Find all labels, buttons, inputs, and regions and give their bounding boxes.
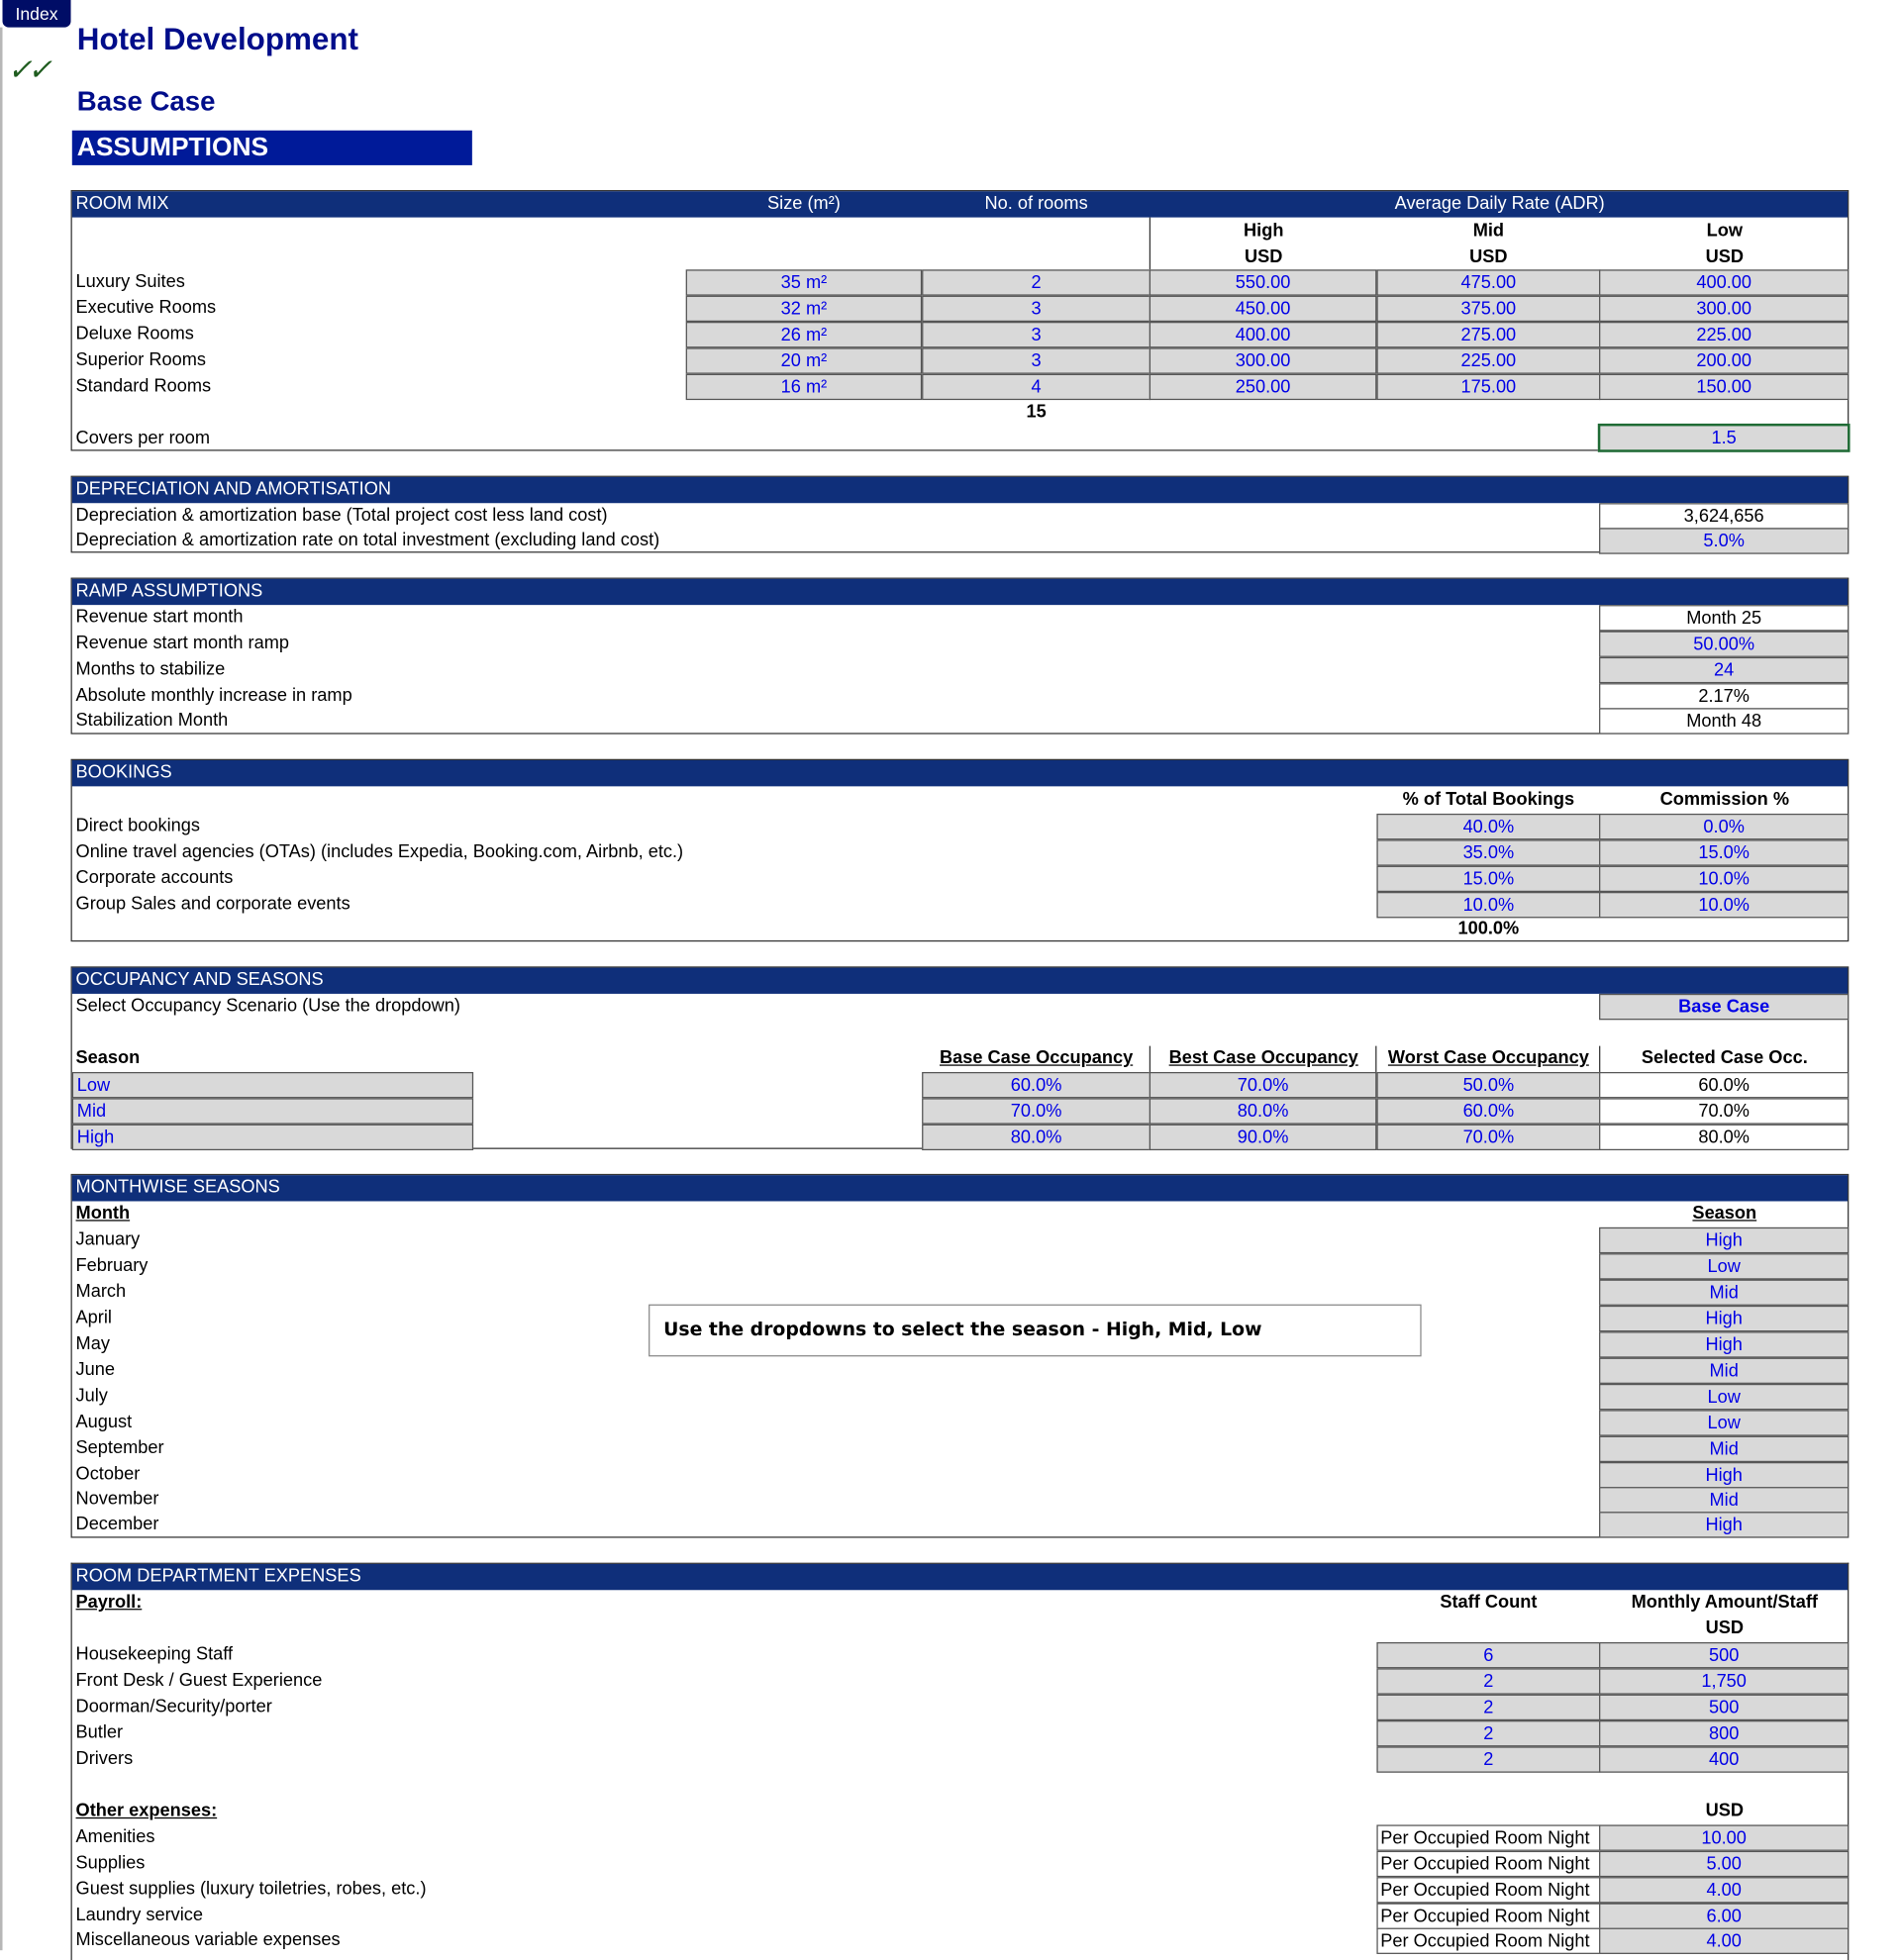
case-subtitle: Base Case	[76, 85, 216, 117]
season-header: Season	[75, 1048, 141, 1069]
booking-commission-input[interactable]: 10.0%	[1599, 892, 1849, 918]
selected-occupancy-value: 60.0%	[1599, 1072, 1849, 1098]
ramp-value: Month 48	[1599, 708, 1849, 734]
section-header: ROOM DEPARTMENT EXPENSES	[72, 1564, 1848, 1590]
month-season-dropdown[interactable]: Low	[1599, 1410, 1849, 1435]
room-count-input[interactable]: 3	[922, 322, 1151, 347]
adr-low-input[interactable]: 150.00	[1599, 374, 1849, 400]
booking-commission-input[interactable]: 10.0%	[1599, 866, 1849, 892]
booking-channel-label: Corporate accounts	[75, 868, 234, 889]
staff-count-input[interactable]: 2	[1376, 1695, 1600, 1720]
month-label: June	[75, 1360, 116, 1381]
room-size-input[interactable]: 32 m²	[686, 296, 922, 322]
section-header: OCCUPANCY AND SEASONS	[72, 968, 1848, 994]
expense-label: Supplies	[75, 1853, 146, 1874]
page-title: Hotel Development	[76, 22, 358, 57]
staff-role-label: Drivers	[75, 1748, 134, 1769]
season-header: Season	[1692, 1203, 1757, 1225]
ramp-section	[71, 578, 1850, 735]
ramp-label: Absolute monthly increase in ramp	[75, 685, 352, 706]
checkmark-icon: ✓✓	[7, 52, 48, 87]
adr-mid-unit: USD	[1469, 246, 1508, 267]
expense-basis: Per Occupied Room Night	[1376, 1851, 1600, 1877]
room-type-label: Luxury Suites	[75, 271, 185, 292]
month-label: April	[75, 1308, 112, 1328]
assumptions-banner: ASSUMPTIONS	[72, 131, 472, 165]
index-button[interactable]: Index	[3, 0, 71, 28]
month-label: October	[75, 1464, 141, 1485]
month-label: February	[75, 1255, 149, 1276]
bookings-section	[71, 759, 1850, 941]
col-header-rooms: No. of rooms	[984, 193, 1088, 214]
staff-role-label: Butler	[75, 1722, 124, 1743]
room-size-input[interactable]: 20 m²	[686, 347, 922, 373]
col-header-usd: USD	[1705, 1618, 1745, 1639]
col-divider	[1150, 1046, 1151, 1072]
expense-label: Miscellaneous variable expenses	[75, 1930, 341, 1951]
month-season-dropdown[interactable]: Mid	[1599, 1358, 1849, 1384]
worst-occupancy-input[interactable]: 50.0%	[1376, 1072, 1600, 1098]
adr-high-label: High	[1244, 221, 1284, 242]
staff-count-input[interactable]: 2	[1376, 1720, 1600, 1746]
col-header-commission: Commission %	[1659, 790, 1790, 811]
staff-role-label: Housekeeping Staff	[75, 1644, 234, 1665]
section-header: DEPRECIATION AND AMORTISATION	[72, 477, 1848, 503]
room-size-input[interactable]: 35 m²	[686, 269, 922, 295]
room-expenses-section	[71, 1563, 1850, 1960]
occupancy-section	[71, 966, 1850, 1148]
adr-mid-input[interactable]: 275.00	[1376, 322, 1600, 347]
col-header-worst: Worst Case Occupancy	[1387, 1048, 1589, 1069]
adr-low-input[interactable]: 400.00	[1599, 269, 1849, 295]
booking-channel-label: Group Sales and corporate events	[75, 894, 350, 915]
season-mid-label: Mid	[72, 1098, 473, 1124]
col-divider	[1599, 1046, 1600, 1072]
dep-rate-label: Depreciation & amortization rate on total investment (excluding land cost)	[75, 530, 660, 550]
month-season-dropdown[interactable]: Mid	[1599, 1280, 1849, 1306]
adr-high-unit: USD	[1245, 246, 1283, 267]
dep-base-label: Depreciation & amortization base (Total project cost less land cost)	[75, 505, 608, 526]
col-divider	[1375, 1046, 1376, 1072]
staff-amount-input[interactable]: 800	[1599, 1720, 1849, 1746]
expense-value-input[interactable]: 5.00	[1599, 1851, 1849, 1877]
month-label: August	[75, 1412, 133, 1432]
staff-amount-input[interactable]: 500	[1599, 1642, 1849, 1668]
month-season-dropdown[interactable]: High	[1599, 1512, 1849, 1537]
month-label: November	[75, 1489, 159, 1510]
expense-label: Guest supplies (luxury toiletries, robes, etc.)	[75, 1879, 427, 1900]
booking-commission-input[interactable]: 15.0%	[1599, 839, 1849, 865]
expense-value-input[interactable]: 10.00	[1599, 1824, 1849, 1850]
room-type-label: Deluxe Rooms	[75, 324, 194, 344]
worst-occupancy-input[interactable]: 70.0%	[1376, 1125, 1600, 1150]
col-header-best: Best Case Occupancy	[1168, 1048, 1358, 1069]
month-label: September	[75, 1438, 164, 1459]
booking-channel-label: Online travel agencies (OTAs) (includes Expedia, Booking.com, Airbnb, etc.)	[75, 841, 684, 862]
month-label: March	[75, 1282, 127, 1303]
month-header: Month	[75, 1203, 131, 1225]
best-occupancy-input[interactable]: 80.0%	[1150, 1098, 1377, 1124]
booking-pct-input[interactable]: 10.0%	[1376, 892, 1600, 918]
adr-mid-input[interactable]: 225.00	[1376, 347, 1600, 373]
ramp-value: Month 25	[1599, 605, 1849, 631]
staff-role-label: Doorman/Security/porter	[75, 1697, 272, 1717]
adr-low-input[interactable]: 300.00	[1599, 296, 1849, 322]
ramp-input[interactable]: 50.00%	[1599, 631, 1849, 656]
staff-count-input[interactable]: 2	[1376, 1668, 1600, 1694]
month-season-dropdown[interactable]: High	[1599, 1462, 1849, 1488]
col-header-monthly: Monthly Amount/Staff	[1631, 1592, 1818, 1613]
month-label: July	[75, 1386, 108, 1407]
room-size-input[interactable]: 16 m²	[686, 374, 922, 400]
col-header-adr: Average Daily Rate (ADR)	[1394, 193, 1605, 214]
room-type-label: Executive Rooms	[75, 298, 217, 319]
depreciation-section	[71, 476, 1850, 553]
col-header-size: Size (m²)	[767, 193, 841, 214]
month-label: December	[75, 1514, 159, 1534]
month-season-dropdown[interactable]: Mid	[1599, 1487, 1849, 1513]
month-label: January	[75, 1229, 141, 1250]
covers-per-room-input[interactable]: 1.5	[1598, 424, 1851, 452]
section-header	[72, 191, 1848, 217]
booking-commission-input[interactable]: 0.0%	[1599, 814, 1849, 839]
adr-mid-input[interactable]: 175.00	[1376, 374, 1600, 400]
expense-basis: Per Occupied Room Night	[1376, 1824, 1600, 1850]
ramp-label: Months to stabilize	[75, 659, 226, 680]
expense-label: Laundry service	[75, 1906, 203, 1926]
col-header-base: Base Case Occupancy	[939, 1048, 1134, 1069]
booking-channel-label: Direct bookings	[75, 816, 200, 836]
room-count-input[interactable]: 3	[922, 296, 1151, 322]
month-label: May	[75, 1333, 110, 1354]
best-occupancy-input[interactable]: 70.0%	[1150, 1072, 1377, 1098]
adr-high-input[interactable]: 450.00	[1150, 296, 1377, 322]
expense-value-input[interactable]: 4.00	[1599, 1928, 1849, 1954]
scenario-dropdown[interactable]: Base Case	[1599, 994, 1849, 1020]
room-count-input[interactable]: 2	[922, 269, 1151, 295]
expense-value-input[interactable]: 4.00	[1599, 1877, 1849, 1903]
scenario-select-label: Select Occupancy Scenario (Use the dropdown)	[75, 996, 460, 1017]
adr-low-label: Low	[1706, 221, 1743, 242]
staff-amount-input[interactable]: 500	[1599, 1695, 1849, 1720]
adr-high-input[interactable]: 550.00	[1150, 269, 1377, 295]
dep-base-value: 3,624,656	[1599, 503, 1849, 529]
ramp-label: Stabilization Month	[75, 710, 229, 731]
booking-pct-input[interactable]: 40.0%	[1376, 814, 1600, 839]
staff-amount-input[interactable]: 400	[1599, 1746, 1849, 1772]
ramp-label: Revenue start month	[75, 607, 244, 628]
best-occupancy-input[interactable]: 90.0%	[1150, 1125, 1377, 1150]
season-low-label: Low	[72, 1072, 473, 1098]
adr-high-input[interactable]: 300.00	[1150, 347, 1377, 373]
room-size-input[interactable]: 26 m²	[686, 322, 922, 347]
selected-occupancy-value: 70.0%	[1599, 1098, 1849, 1124]
adr-high-input[interactable]: 250.00	[1150, 374, 1377, 400]
adr-mid-label: Mid	[1472, 221, 1505, 242]
season-dropdown-note: Use the dropdowns to select the season - High, Mid, Low	[649, 1305, 1422, 1357]
col-header-selected: Selected Case Occ.	[1641, 1048, 1808, 1069]
ramp-value: 2.17%	[1599, 683, 1849, 709]
month-season-dropdown[interactable]: Low	[1599, 1384, 1849, 1410]
room-type-label: Standard Rooms	[75, 376, 212, 397]
section-header: BOOKINGS	[72, 760, 1848, 786]
expense-value-input[interactable]: 6.00	[1599, 1904, 1849, 1929]
adr-low-input[interactable]: 200.00	[1599, 347, 1849, 373]
adr-mid-input[interactable]: 475.00	[1376, 269, 1600, 295]
payroll-header: Payroll:	[75, 1592, 143, 1613]
ramp-label: Revenue start month ramp	[75, 633, 289, 654]
month-season-dropdown[interactable]: Mid	[1599, 1436, 1849, 1462]
other-usd-header: USD	[1705, 1801, 1745, 1821]
staff-count-input[interactable]: 6	[1376, 1642, 1600, 1668]
room-mix-section	[71, 190, 1850, 451]
season-high-label: High	[72, 1125, 473, 1150]
base-occupancy-input[interactable]: 60.0%	[922, 1072, 1151, 1098]
month-season-dropdown[interactable]: High	[1599, 1227, 1849, 1253]
staff-role-label: Front Desk / Guest Experience	[75, 1670, 323, 1691]
col-header-staff: Staff Count	[1440, 1592, 1538, 1613]
expense-basis: Per Occupied Room Night	[1376, 1877, 1600, 1903]
section-title: ROOM MIX	[75, 193, 169, 214]
selected-occupancy-value: 80.0%	[1599, 1125, 1849, 1150]
base-occupancy-input[interactable]: 70.0%	[922, 1098, 1151, 1124]
other-expenses-header: Other expenses:	[75, 1801, 218, 1821]
section-header: MONTHWISE SEASONS	[72, 1175, 1848, 1201]
room-count-input[interactable]: 3	[922, 347, 1151, 373]
ramp-input[interactable]: 24	[1599, 657, 1849, 683]
expense-basis: Per Occupied Room Night	[1376, 1928, 1600, 1954]
expense-basis: Per Occupied Room Night	[1376, 1904, 1600, 1929]
room-count-input[interactable]: 4	[922, 374, 1151, 400]
staff-amount-input[interactable]: 1,750	[1599, 1668, 1849, 1694]
booking-pct-input[interactable]: 15.0%	[1376, 866, 1600, 892]
dep-rate-input[interactable]: 5.0%	[1599, 528, 1849, 553]
section-header: RAMP ASSUMPTIONS	[72, 579, 1848, 605]
base-occupancy-input[interactable]: 80.0%	[922, 1125, 1151, 1150]
month-season-dropdown[interactable]: High	[1599, 1331, 1849, 1357]
adr-mid-input[interactable]: 375.00	[1376, 296, 1600, 322]
month-season-dropdown[interactable]: High	[1599, 1306, 1849, 1331]
adr-low-unit: USD	[1705, 246, 1745, 267]
total-rooms: 15	[1026, 402, 1047, 423]
adr-low-input[interactable]: 225.00	[1599, 322, 1849, 347]
expense-label: Amenities	[75, 1826, 155, 1848]
bookings-total: 100.0%	[1457, 919, 1520, 939]
month-season-dropdown[interactable]: Low	[1599, 1253, 1849, 1279]
staff-count-input[interactable]: 2	[1376, 1746, 1600, 1772]
sheet-left-border	[0, 28, 3, 1951]
worst-occupancy-input[interactable]: 60.0%	[1376, 1098, 1600, 1124]
monthwise-section	[71, 1174, 1850, 1538]
col-header-pct: % of Total Bookings	[1402, 790, 1575, 811]
adr-high-input[interactable]: 400.00	[1150, 322, 1377, 347]
room-type-label: Superior Rooms	[75, 349, 207, 370]
booking-pct-input[interactable]: 35.0%	[1376, 839, 1600, 865]
covers-per-room-label: Covers per room	[75, 428, 211, 449]
